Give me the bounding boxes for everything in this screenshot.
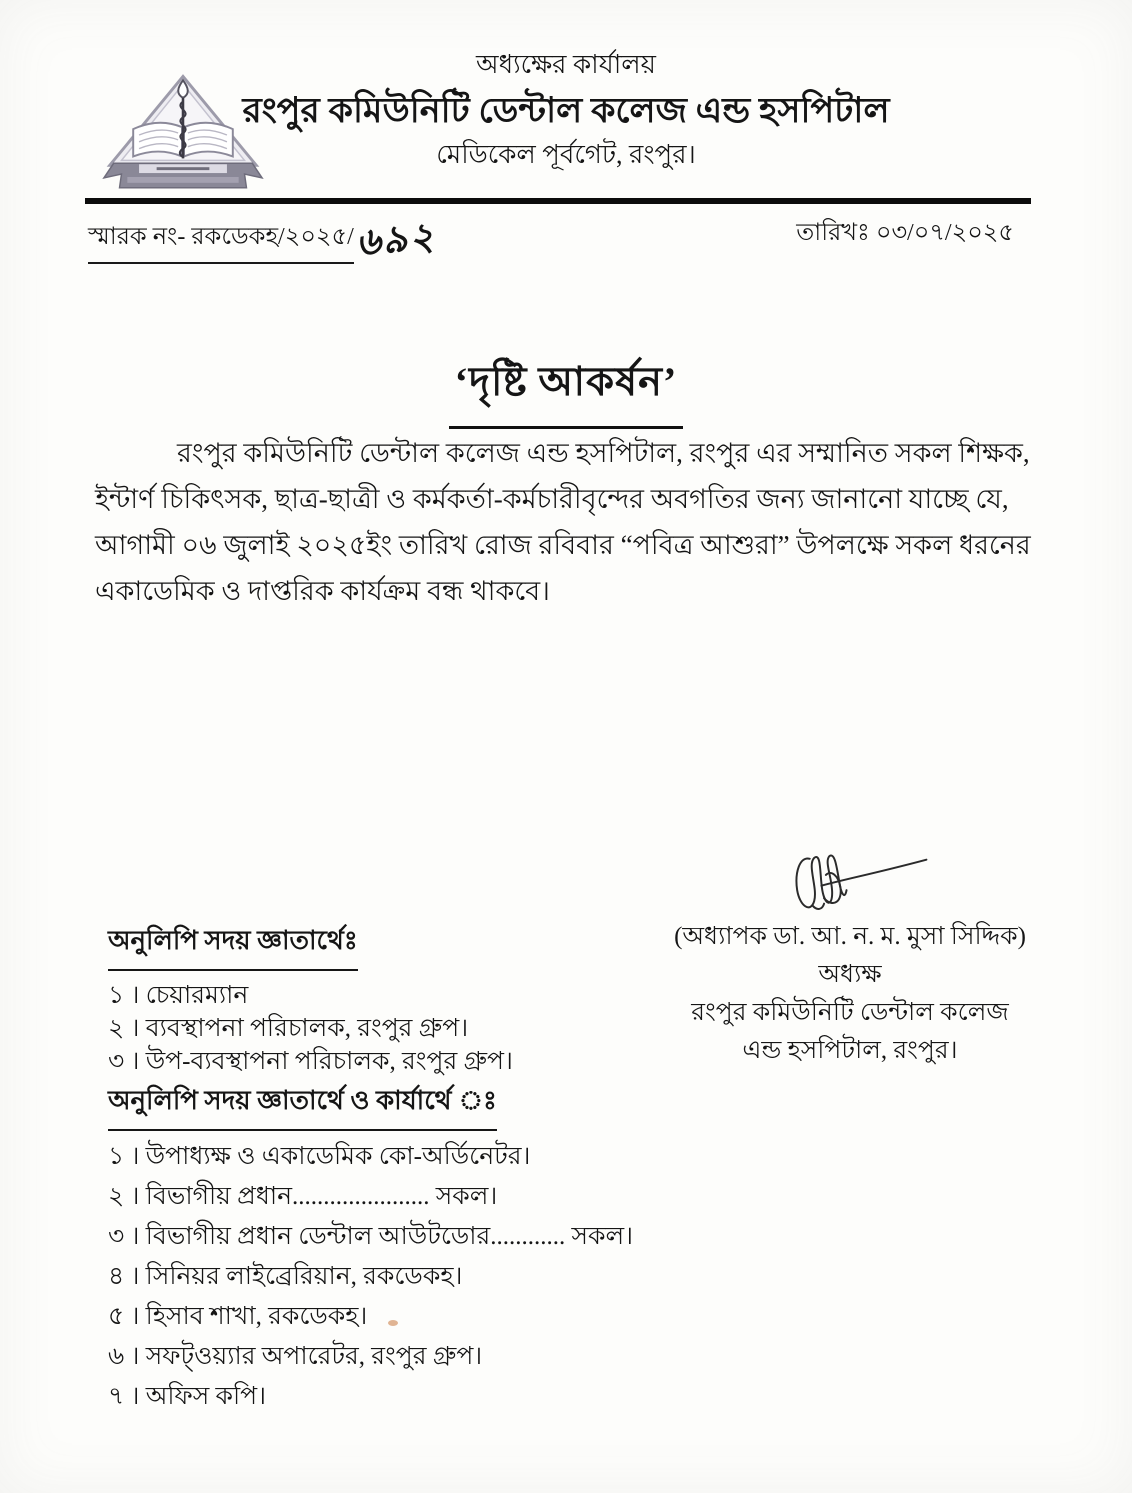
signatory-designation: অধ্যক্ষ [818,961,882,988]
letterhead [0,48,1132,172]
memo-number-label: স্মারক নং- রকডেকহ/২০২৫/ [88,218,354,264]
scan-speck [388,1320,398,1326]
body-line-1: রংপুর কমিউনিটি ডেন্টাল কলেজ এন্ড হসপিটাল, রংপুর এর সম্মানিত সকল শিক্ষক, [177,438,1030,468]
list-item: ৫ । হিসাব শাখা, রকডেকহ। [108,1303,368,1330]
notice-title-wrap [0,350,1132,429]
list-item: ২ । ব্যবস্থাপনা পরিচালক, রংপুর গ্রুপ। [108,1015,469,1042]
notice-body [95,430,1053,614]
copy-list-action-heading: অনুলিপি সদয় জ্ঞাতার্থে ও কার্যার্থে ঃ [108,1080,497,1131]
list-item: ১ । উপাধ্যক্ষ ও একাডেমিক কো-অর্ডিনেটর। [108,1143,531,1170]
body-line-2: ইন্টার্ণ চিকিৎসক, ছাত্র-ছাত্রী ও কর্মকর্তা-কর্মচারীবৃন্দের অবগতির জন্য জানানো যাচ্ছে যে, [95,484,1009,514]
list-item: ২ । বিভাগীয় প্রধান...................... সকল। [108,1183,498,1210]
institution-address: মেডিকেল পূর্বগেট, রংপুর। [436,140,696,169]
notice-title: ‘দৃষ্টি আকর্ষন’ [449,350,684,429]
handwritten-signature-icon [768,848,943,918]
copy-list-information [108,920,513,1083]
memo-number-handwritten: ৬৯২ [353,215,438,265]
office-name: অধ্যক্ষের কার্যালয় [476,50,656,79]
list-item: ৭ । অফিস কপি। [108,1383,267,1410]
signatory-org-line1: রংপুর কমিউনিটি ডেন্টাল কলেজ [691,999,1009,1026]
memo-row [88,210,1032,265]
body-line-4: একাডেমিক ও দাপ্তরিক কার্যক্রম বন্ধ থাকবে। [95,576,550,606]
body-line-3: আগামী ০৬ জুলাই ২০২৫ইং তারিখ রোজ রবিবার “পবিত্র আশুরা” উপলক্ষে সকল ধরনের [95,530,1031,560]
list-item: ১ । চেয়ারম্যান [108,982,249,1009]
list-item: ৪ । সিনিয়র লাইব্রেরিয়ান, রকডেকহ। [108,1263,463,1290]
header-divider [85,198,1031,204]
copy-list-action [108,1080,633,1424]
memo-date: তারিখঃ ০৩/০৭/২০২৫ [796,220,1014,246]
institution-name: রংপুর কমিউনিটি ডেন্টাল কলেজ এন্ড হসপিটাল [242,91,890,130]
list-item: ৬ । সফট্‌ওয়্যার অপারেটর, রংপুর গ্রুপ। [108,1343,483,1370]
signature-block [640,848,1060,1068]
list-item: ৩ । বিভাগীয় প্রধান ডেন্টাল আউটডোর............ সকল। [108,1223,634,1250]
copy-list-information-heading: অনুলিপি সদয় জ্ঞাতার্থেঃ [108,920,358,971]
list-item: ৩ । উপ-ব্যবস্থাপনা পরিচালক, রংপুর গ্রুপ। [108,1048,513,1075]
signatory-name: (অধ্যাপক ডা. আ. ন. ম. মুসা সিদ্দিক) [674,923,1026,950]
signatory-org-line2: এন্ড হসপিটাল, রংপুর। [742,1037,958,1064]
